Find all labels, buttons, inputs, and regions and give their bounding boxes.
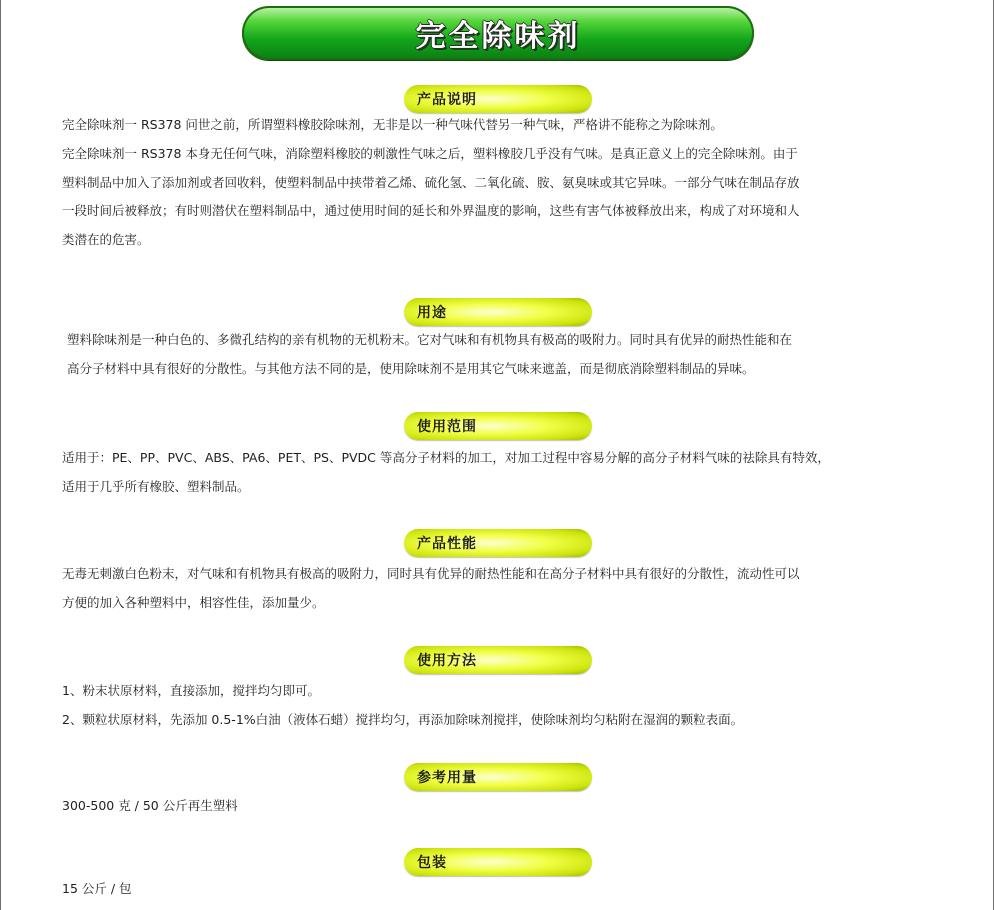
paragraph: 2、颗粒状原材料，先添加 0.5-1%白油（液体石蜡）搅拌均匀，再添加除味剂搅拌，使除味剂均匀粘附在湿润的颗粒表面。: [62, 712, 744, 727]
paragraph: 15 公斤 / 包: [62, 881, 132, 896]
section-heading: 使用方法: [417, 653, 477, 669]
section-header-usage: [404, 298, 592, 326]
section-heading: 产品说明: [417, 92, 477, 108]
paragraph: 塑料制品中加入了添加剂或者回收料，使塑料制品中挟带着乙烯、硫化氢、二氧化硫、胺、氨臭味或其它异味。一部分气味在制品存放: [62, 175, 800, 190]
paragraph: 无毒无刺激白色粉末，对气味和有机物具有极高的吸附力，同时具有优异的耐热性能和在高分子材料中具有很好的分散性，流动性可以: [62, 566, 800, 581]
title-banner: [242, 6, 754, 60]
paragraph: 适用于几乎所有橡胶、塑料制品。: [62, 479, 250, 494]
section-heading: 使用范围: [417, 419, 477, 435]
paragraph: 300-500 克 / 50 公斤再生塑料: [62, 798, 238, 813]
section-header-performance: [404, 529, 592, 557]
paragraph: 方便的加入各种塑料中，相容性佳，添加量少。: [62, 595, 325, 610]
section-header-method: [404, 646, 592, 674]
section-header-dosage: [404, 763, 592, 791]
section-heading: 参考用量: [417, 770, 477, 786]
paragraph: 一段时间后被释放；有时则潜伏在塑料制品中，通过使用时间的延长和外界温度的影响，这些有害气体被释放出来，构成了对环境和人: [62, 203, 800, 218]
paragraph: 适用于：PE、PP、PVC、ABS、PA6、PET、PS、PVDC 等高分子材料的加工，对加工过程中容易分解的高分子材料气味的祛除具有特效，: [62, 450, 830, 465]
section-header-packaging: [404, 848, 592, 876]
section-heading: 用途: [417, 305, 447, 321]
paragraph: 塑料除味剂是一种白色的、多微孔结构的亲有机物的无机粉末。它对气味和有机物具有极高的吸附力。同时具有优异的耐热性能和在: [67, 332, 793, 347]
paragraph: 高分子材料中具有很好的分散性。与其他方法不同的是，使用除味剂不是用其它气味来遮盖，而是彻底消除塑料制品的异味。: [67, 361, 755, 376]
section-header-scope: [404, 412, 592, 440]
paragraph: 完全除味剂一 RS378 问世之前，所谓塑料橡胶除味剂，无非是以一种气味代替另一种气味，严格讲不能称之为除味剂。: [62, 117, 723, 132]
page-title: 完全除味剂: [415, 19, 581, 54]
paragraph: 1、粉末状原材料，直接添加，搅拌均匀即可。: [62, 683, 320, 698]
paragraph: 完全除味剂一 RS378 本身无任何气味，消除塑料橡胶的刺激性气味之后，塑料橡胶几乎没有气味。是真正意义上的完全除味剂。由于: [62, 146, 798, 161]
section-heading: 包装: [417, 855, 447, 871]
paragraph: 类潜在的危害。: [62, 232, 150, 247]
section-heading: 产品性能: [417, 536, 477, 552]
section-header-product-description: [404, 85, 592, 113]
